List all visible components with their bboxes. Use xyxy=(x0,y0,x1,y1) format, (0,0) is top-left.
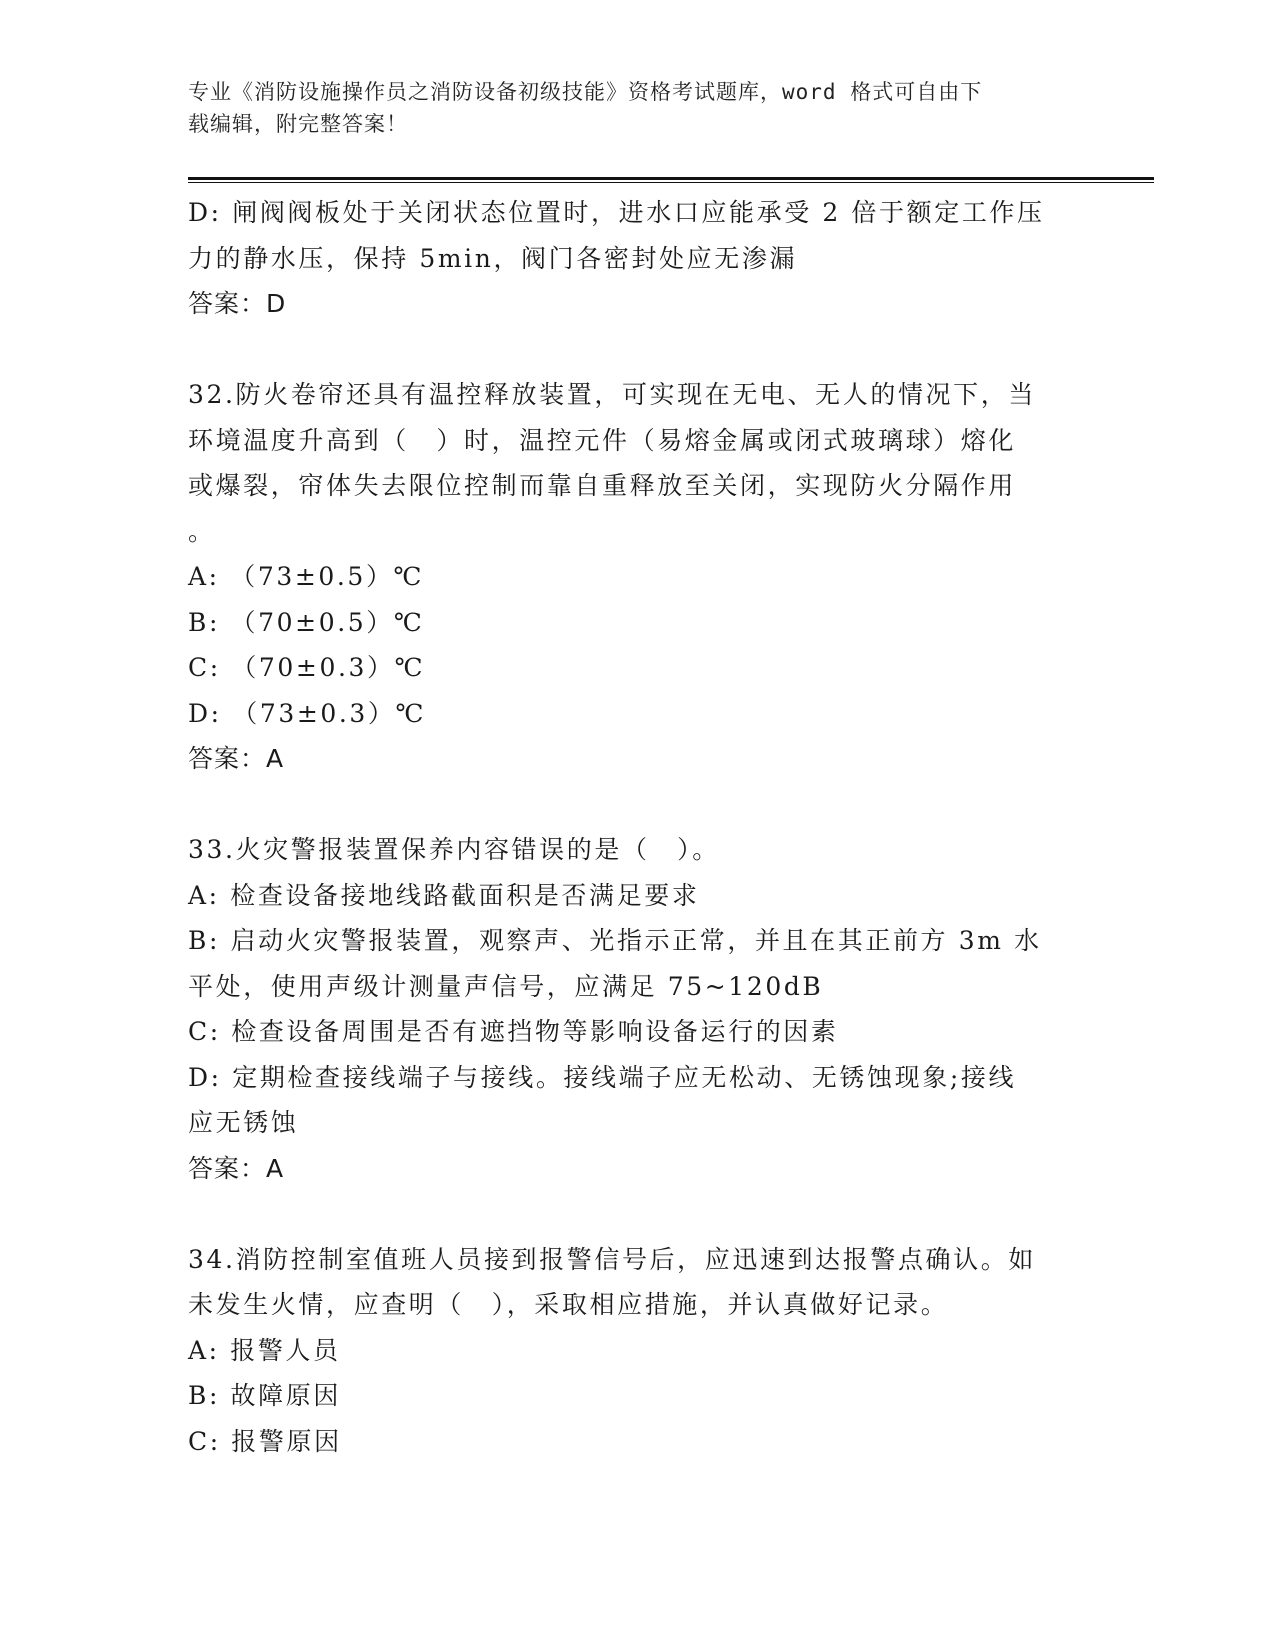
option-b-line-2: 平处，使用声级计测量声信号，应满足 75~120dB xyxy=(188,971,824,1001)
answer-label: 答案：D xyxy=(188,289,287,318)
option-b: B: （70±0.5）℃ xyxy=(188,607,425,637)
spacer xyxy=(188,1191,1068,1237)
document-header xyxy=(188,76,1068,140)
header-divider-thin xyxy=(188,182,1154,183)
option-b: B: 故障原因 xyxy=(188,1381,341,1410)
question-list xyxy=(188,190,1068,1464)
option-b-line-1: B: 启动火灾警报装置，观察声、光指示正常，并且在其正前方 3m 水 xyxy=(188,926,1042,955)
option-a: A: （73±0.5）℃ xyxy=(188,562,425,591)
option-d-line-1: D: 定期检查接线端子与接线。接线端子应无松动、无锈蚀现象;接线 xyxy=(188,1062,1017,1092)
answer-label: 答案：A xyxy=(188,744,285,773)
question-stem: 33.火灾警报装置保养内容错误的是（ ）。 xyxy=(188,835,720,864)
answer-label: 答案：A xyxy=(188,1153,285,1183)
header-line-2: 载编辑，附完整答案！ xyxy=(188,112,408,136)
question-31-tail xyxy=(188,190,1068,327)
question-stem-line-2: 环境温度升高到（ ）时，温控元件（易熔金属或闭式玻璃球）熔化 xyxy=(188,425,1017,455)
question-stem-line-4: 。 xyxy=(188,516,216,546)
option-d: D: （73±0.3）℃ xyxy=(188,698,427,728)
spacer xyxy=(188,782,1068,828)
header-line-1: 专业《消防设施操作员之消防设备初级技能》资格考试题库，word 格式可自由下 xyxy=(188,80,983,104)
header-divider-thick xyxy=(188,177,1154,180)
question-32 xyxy=(188,372,1068,782)
option-d-line-1: D: 闸阀阀板处于关闭状态位置时，进水口应能承受 2 倍于额定工作压 xyxy=(188,198,1045,227)
question-34 xyxy=(188,1237,1068,1465)
option-c: C: （70±0.3）℃ xyxy=(188,653,426,682)
question-stem-line-1: 34.消防控制室值班人员接到报警信号后，应迅速到达报警点确认。如 xyxy=(188,1244,1036,1274)
option-d-line-2: 应无锈蚀 xyxy=(188,1108,299,1137)
question-stem-line-2: 未发生火情，应查明（ ），采取相应措施，并认真做好记录。 xyxy=(188,1290,949,1319)
question-stem-line-3: 或爆裂，帘体失去限位控制而靠自重释放至关闭，实现防火分隔作用 xyxy=(188,471,1017,500)
option-a: A: 检查设备接地线路截面积是否满足要求 xyxy=(188,880,700,910)
question-stem-line-1: 32.防火卷帘还具有温控释放装置，可实现在无电、无人的情况下，当 xyxy=(188,380,1036,409)
question-33 xyxy=(188,827,1068,1191)
spacer xyxy=(188,327,1068,373)
option-d-line-2: 力的静水压，保持 5min，阀门各密封处应无渗漏 xyxy=(188,243,798,273)
option-c: C: 检查设备周围是否有遮挡物等影响设备运行的因素 xyxy=(188,1017,839,1046)
option-a: A: 报警人员 xyxy=(188,1335,341,1365)
option-c: C: 报警原因 xyxy=(188,1426,342,1456)
